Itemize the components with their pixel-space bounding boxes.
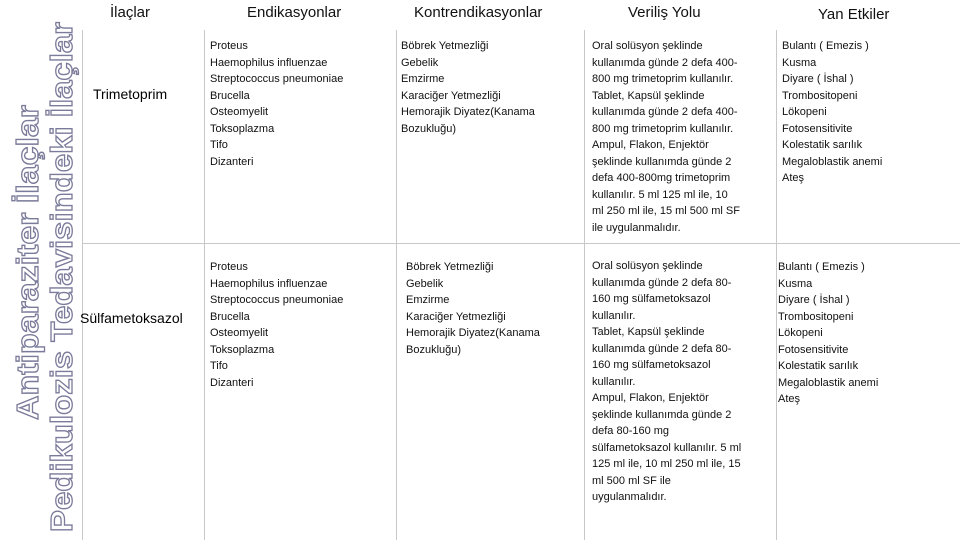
header-side-effects: Yan Etkiler [818,6,890,23]
indication-item: Toksoplazma [210,343,275,356]
side-effect-item: Lökopeni [782,106,827,118]
indication-item: Streptococcus pneumoniae [210,294,344,306]
side-effects-list [782,38,882,187]
indications-list [210,259,343,391]
contraindications-list [406,259,540,358]
contraindication-item: Karaciğer Yetmezliği [401,89,501,102]
side-effect-item: Kolestatik sarılık [778,360,859,372]
side-effect-item: Kusma [778,277,813,290]
route-line: şeklinde kullanımda günde 2 [592,408,732,421]
route-line: kullanılır. [592,309,636,322]
route-text [592,38,740,236]
indication-item: Dizanteri [210,376,254,389]
route-line: ml 500 ml SF ile [592,474,671,487]
route-line: Tablet, Kapsül şeklinde [592,326,705,338]
contraindication-item: Gebelik [401,56,439,69]
indication-item: Osteomyelit [210,106,269,118]
header-indications: Endikasyonlar [247,4,342,21]
grid-line [82,30,83,540]
indication-item: Tifo [210,360,228,372]
grid-line [584,30,585,540]
route-line: kullanımda günde 2 defa 400- [592,106,738,118]
indication-item: Brucella [210,310,250,323]
side-effect-item: Lökopeni [778,327,823,339]
side-effect-item: Megaloblastik anemi [782,155,883,168]
side-effect-item: Diyare ( İshal ) [782,73,854,85]
indication-item: Tifo [210,139,228,151]
indication-item: Toksoplazma [210,122,275,135]
side-effect-item: Ateş [778,393,801,405]
route-line: uygulanmalıdır. [592,491,667,503]
route-line: Ampul, Flakon, Enjektör [592,392,709,404]
side-effect-item: Kolestatik sarılık [782,139,863,151]
side-effect-item: Kusma [782,56,817,69]
drug-name: Trimetoprim [93,86,168,102]
route-line: şeklinde kullanımda günde 2 [592,155,732,168]
side-effect-item: Ateş [782,172,805,184]
route-line: 160 mg sülfametoksazol [592,293,711,305]
header-route: Veriliş Yolu [628,4,701,21]
contraindication-item: Böbrek Yetmezliği [406,261,494,273]
route-line: defa 400-800mg trimetoprim [592,172,731,184]
route-line: 125 ml ile, 10 ml 250 ml ile, 15 [592,458,741,470]
route-line: Tablet, Kapsül şeklinde [592,89,705,102]
grid-line [396,30,397,540]
contraindications-list [401,38,535,137]
indications-list [210,38,343,170]
route-line: 800 mg trimetoprim kullanılır. [592,73,734,85]
indication-item: Proteus [210,261,248,273]
route-line: kullanımda günde 2 defa 80- [592,342,732,355]
indication-item: Dizanteri [210,155,254,168]
route-line: ml 250 ml ile, 15 ml 500 ml SF [592,205,740,217]
indication-item: Proteus [210,40,248,52]
side-effect-item: Trombositopeni [782,89,858,102]
contraindication-item: Bozukluğu) [401,122,457,135]
route-line: kullanımda günde 2 defa 400- [592,56,738,69]
drug-name: Sülfametoksazol [80,310,183,326]
indication-item: Haemophilus influenzae [210,56,328,69]
route-line: kullanımda günde 2 defa 80- [592,276,732,289]
route-line: Oral solüsyon şeklinde [592,40,703,52]
grid-line [776,30,777,540]
indication-item: Osteomyelit [210,327,269,339]
route-line: kullanılır. 5 ml 125 ml ile, 10 [592,188,728,201]
side-effect-item: Diyare ( İshal ) [778,294,850,306]
route-text [592,258,741,506]
side-title-svg [0,0,80,540]
side-effect-item: Fotosensitivite [778,343,849,356]
route-line: 160 mg sülfametoksazol [592,359,711,371]
side-effects-list [778,259,878,408]
contraindication-item: Böbrek Yetmezliği [401,40,489,52]
contraindication-item: Karaciğer Yetmezliği [406,310,506,323]
route-line: ile uygulanmalıdır. [592,221,681,234]
route-line: 800 mg trimetoprim kullanılır. [592,122,734,135]
route-line: Ampul, Flakon, Enjektör [592,139,709,151]
side-title [0,0,80,540]
route-line: defa 80-160 mg [592,425,670,437]
side-effect-item: Fotosensitivite [782,122,853,135]
grid-line [204,30,205,540]
route-line: kullanılır. [592,375,636,388]
route-line: sülfametoksazol kullanılır. 5 ml [592,441,742,454]
indication-item: Streptococcus pneumoniae [210,73,344,85]
contraindication-item: Gebelik [406,277,444,290]
contraindication-item: Emzirme [406,294,450,306]
side-effect-item: Trombositopeni [778,310,854,323]
contraindication-item: Emzirme [401,73,445,85]
side-effect-item: Bulantı ( Emezis ) [782,40,869,52]
side-title-line2: Pedikulozis Tedavisindeki İlaçlar [44,51,79,532]
side-effect-item: Bulantı ( Emezis ) [778,261,865,273]
indication-item: Haemophilus influenzae [210,277,328,290]
header-contraindications: Kontrendikasyonlar [414,4,543,21]
contraindication-item: Hemorajik Diyatez(Kanama [406,327,540,339]
indication-item: Brucella [210,89,250,102]
header-drugs: İlaçlar [110,4,151,21]
row-divider [82,243,960,244]
contraindication-item: Hemorajik Diyatez(Kanama [401,106,535,118]
side-effect-item: Megaloblastik anemi [778,376,879,389]
side-title-line1: Antiparaziter İlaçlar [10,132,45,420]
contraindication-item: Bozukluğu) [406,343,462,356]
route-line: Oral solüsyon şeklinde [592,260,703,272]
